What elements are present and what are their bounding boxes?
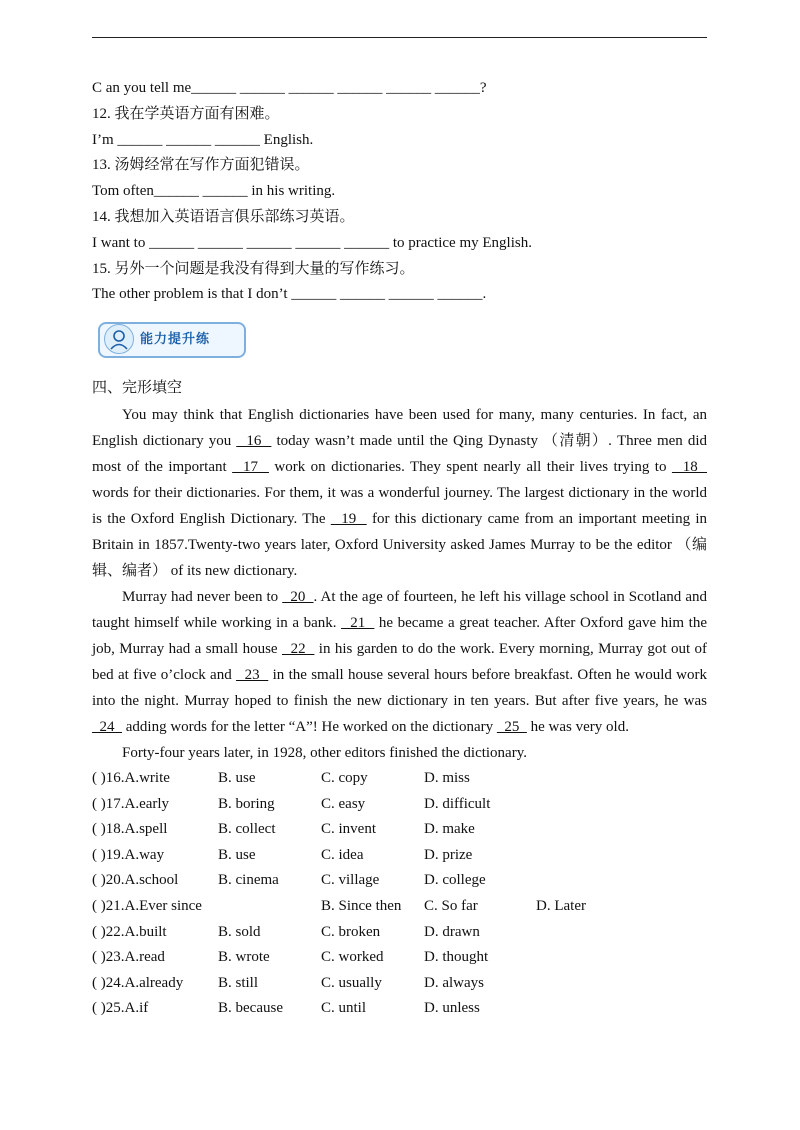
sentence-12-english: I’m ______ ______ ______ English. bbox=[92, 131, 314, 148]
option-b: B. boring bbox=[218, 795, 275, 812]
option-question: ( )24.A.already bbox=[92, 974, 184, 991]
blank-20: 20 bbox=[282, 588, 314, 605]
option-c: C. until bbox=[321, 1000, 367, 1017]
option-b: B. Since then bbox=[321, 897, 402, 914]
p2-text: in his garden to do the work. Every morning, Murray got out of bed at five o’clock and bbox=[92, 640, 707, 683]
sentence-12-chinese: 12. 我在学英语方面有困难。 bbox=[92, 105, 280, 122]
option-c: C. invent bbox=[321, 821, 376, 838]
p2-text: he was very old. bbox=[526, 718, 629, 735]
option-row-17 bbox=[92, 792, 707, 818]
option-b: B. still bbox=[218, 974, 259, 991]
option-question: ( )19.A.way bbox=[92, 846, 165, 863]
p2-text: . At the age of fourteen, he left his village school in Scotland and taught himself while working in a bank. bbox=[92, 588, 708, 631]
option-question: ( )16.A.write bbox=[92, 769, 170, 786]
option-d: D. drawn bbox=[424, 923, 480, 940]
option-c: C. broken bbox=[321, 923, 381, 940]
sentence-14-english: I want to ______ ______ ______ ______ ______ to practice my English. bbox=[92, 234, 532, 251]
p2-text: adding words for the letter “A”! He worked on the dictionary bbox=[122, 718, 497, 735]
option-d: D. unless bbox=[424, 1000, 480, 1017]
option-row-23 bbox=[92, 945, 707, 971]
option-d: D. miss bbox=[424, 769, 470, 786]
blank-19: 19 bbox=[330, 510, 367, 527]
cloze-paragraph-1 bbox=[92, 402, 707, 584]
option-d: D. make bbox=[424, 821, 475, 838]
sentence-15-chinese: 15. 另外一个问题是我没有得到大量的写作练习。 bbox=[92, 260, 415, 277]
header-rule bbox=[92, 37, 707, 38]
cloze-paragraph-2 bbox=[92, 584, 707, 740]
p2-text: Murray had never been to bbox=[122, 588, 283, 605]
option-d: D. prize bbox=[424, 846, 473, 863]
option-row-20 bbox=[92, 868, 707, 894]
option-c: C. easy bbox=[321, 795, 366, 812]
option-d: D. thought bbox=[424, 949, 489, 966]
badge-label: 能力提升练 bbox=[140, 332, 211, 348]
blank-21: 21 bbox=[341, 614, 375, 631]
option-question: ( )18.A.spell bbox=[92, 821, 168, 838]
blank-24: 24 bbox=[92, 718, 122, 735]
sentence-13-english: Tom often______ ______ in his writing. bbox=[92, 183, 336, 200]
blank-23: 23 bbox=[236, 666, 269, 683]
option-question: ( )25.A.if bbox=[92, 1000, 149, 1017]
blank-16: 16 bbox=[236, 432, 272, 449]
option-row-18 bbox=[92, 817, 707, 843]
option-c: C. idea bbox=[321, 846, 364, 863]
option-b: B. sold bbox=[218, 923, 261, 940]
option-question: ( )22.A.built bbox=[92, 923, 167, 940]
blank-22: 22 bbox=[281, 640, 315, 657]
ability-practice-badge bbox=[92, 318, 242, 358]
p1-text: for this dictionary came from an important meeting in Britain in 1857.Twenty-two years later, Oxford University asked James Murray to be the editor （编辑、编者） of its new dictionary. bbox=[92, 510, 707, 579]
p1-text: work on dictionaries. They spent nearly all their lives trying to bbox=[268, 458, 672, 475]
option-row-25 bbox=[92, 996, 707, 1022]
option-d: D. always bbox=[424, 974, 484, 991]
option-b: B. because bbox=[218, 1000, 283, 1017]
sentence-11-english: C an you tell me______ ______ ______ ______ ______ ______? bbox=[92, 80, 487, 96]
sentence-13-chinese: 13. 汤姆经常在写作方面犯错误。 bbox=[92, 157, 310, 174]
option-b: B. use bbox=[218, 769, 256, 786]
option-c: C. So far bbox=[424, 897, 478, 914]
option-d: D. difficult bbox=[424, 795, 491, 812]
blank-25: 25 bbox=[496, 718, 527, 735]
blank-17: 17 bbox=[232, 458, 269, 475]
student-icon bbox=[104, 324, 134, 354]
option-c: C. usually bbox=[321, 974, 382, 991]
option-b: B. cinema bbox=[218, 872, 279, 889]
p1-text: words for their dictionaries. For them, it was a wonderful journey. The largest dictionary in the world is the Oxford English Dictionary. The bbox=[92, 484, 707, 527]
p1-text: today wasn’t made until the Qing Dynasty （清朝）. Three men did most of the important bbox=[92, 432, 707, 475]
options-list bbox=[92, 766, 707, 1022]
option-d: D. college bbox=[424, 872, 486, 889]
cloze-heading: 四、完形填空 bbox=[92, 380, 183, 397]
option-row-21 bbox=[92, 894, 707, 920]
option-question: ( )23.A.read bbox=[92, 949, 165, 966]
option-question: ( )21.A.Ever since bbox=[92, 897, 202, 914]
option-row-16 bbox=[92, 766, 707, 792]
p1-text: You may think that English dictionaries have been used for many, many centuries. In fact, an English dictionary you bbox=[92, 406, 707, 449]
option-c: C. worked bbox=[321, 949, 384, 966]
sentence-14-chinese: 14. 我想加入英语语言俱乐部练习英语。 bbox=[92, 208, 355, 225]
option-row-24 bbox=[92, 971, 707, 997]
p2-text: he became a great teacher. After Oxford gave him the job, Murray had a small house bbox=[92, 614, 707, 657]
option-row-19 bbox=[92, 843, 707, 869]
option-c: C. copy bbox=[321, 769, 368, 786]
sentence-15-english: The other problem is that I don’t ______ ______ ______ ______. bbox=[92, 286, 487, 303]
cloze-paragraph-3: Forty-four years later, in 1928, other editors finished the dictionary. bbox=[122, 744, 527, 761]
option-question: ( )17.A.early bbox=[92, 795, 170, 812]
option-c: C. village bbox=[321, 872, 380, 889]
option-row-22 bbox=[92, 920, 707, 946]
option-b: B. use bbox=[218, 846, 256, 863]
option-question: ( )20.A.school bbox=[92, 872, 179, 889]
option-b: B. wrote bbox=[218, 949, 270, 966]
worksheet-page bbox=[92, 76, 707, 1022]
blank-18: 18 bbox=[671, 458, 708, 475]
option-d: D. Later bbox=[536, 897, 586, 914]
option-b: B. collect bbox=[218, 821, 276, 838]
p2-text: in the small house several hours before breakfast. Often he would work into the night. Murray hoped to finish the new dictionary in ten years. But after five years, he was bbox=[92, 666, 708, 709]
